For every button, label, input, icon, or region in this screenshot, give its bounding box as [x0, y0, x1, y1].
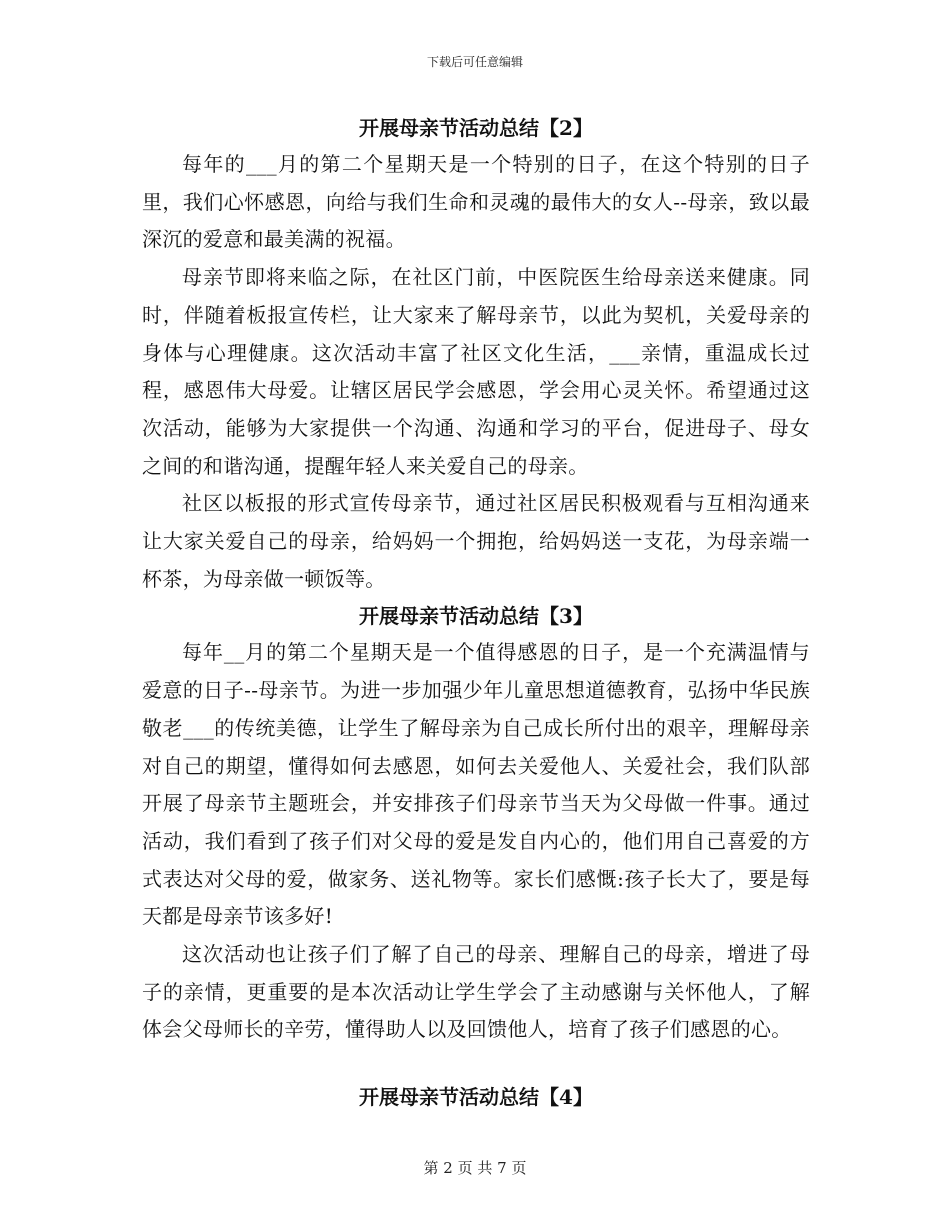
- section-4: [142, 1079, 810, 1115]
- document-body: [142, 110, 810, 1115]
- running-header: 下载后可任意编辑: [426, 55, 523, 69]
- page-number-footer: 第 2 页 共 7 页: [423, 1159, 527, 1177]
- section-3: [142, 598, 810, 1049]
- section-title: 开展母亲节活动总结【2】: [359, 116, 593, 140]
- paragraph: 这次活动也让孩子们了解了自己的母亲、理解自己的母亲，增进了母子的亲情，更重要的是本次活动让学生学会了主动感谢与关怀他人，了解体会父母师长的辛劳，懂得助人以及回馈他人，培育了孩子们感恩的心。: [142, 942, 810, 1042]
- section-2: [142, 110, 810, 598]
- paragraph: 母亲节即将来临之际，在社区门前，中医院医生给母亲送来健康。同时，伴随着板报宣传栏，让大家来了解母亲节，以此为契机，关爱母亲的身体与心理健康。这次活动丰富了社区文化生活，___亲情，重温成长过程，感恩伟大母爱。让辖区居民学会感恩，学会用心灵关怀。希望通过这次活动，能够为大家提供一个沟通、沟通和学习的平台，促进母子、母女之间的和谐沟通，提醒年轻人来关爱自己的母亲。: [142, 265, 810, 478]
- section-title: 开展母亲节活动总结【4】: [359, 1085, 593, 1110]
- paragraph: 每年的___月的第二个星期天是一个特别的日子，在这个特别的日子里，我们心怀感恩，向给与我们生命和灵魂的最伟大的女人--母亲，致以最深沉的爱意和最美满的祝福。: [142, 152, 810, 252]
- paragraph: 每年__月的第二个星期天是一个值得感恩的日子，是一个充满温情与爱意的日子--母亲节。为进一步加强少年儿童思想道德教育，弘扬中华民族敬老___的传统美德，让学生了解母亲为自己成长所付出的艰辛，理解母亲对自己的期望，懂得如何去感恩，如何去关爱他人、关爱社会，我们队部开展了母亲节主题班会，并安排孩子们母亲节当天为父母做一件事。通过活动，我们看到了孩子们对父母的爱是发自内心的，他们用自己喜爱的方式表达对父母的爱，做家务、送礼物等。家长们感慨:孩子长大了，要是每天都是母亲节该多好!: [142, 640, 810, 929]
- paragraph: 社区以板报的形式宣传母亲节，通过社区居民积极观看与互相沟通来让大家关爱自己的母亲，给妈妈一个拥抱，给妈妈送一支花，为母亲端一杯茶，为母亲做一顿饭等。: [142, 491, 810, 591]
- section-title: 开展母亲节活动总结【3】: [359, 604, 593, 629]
